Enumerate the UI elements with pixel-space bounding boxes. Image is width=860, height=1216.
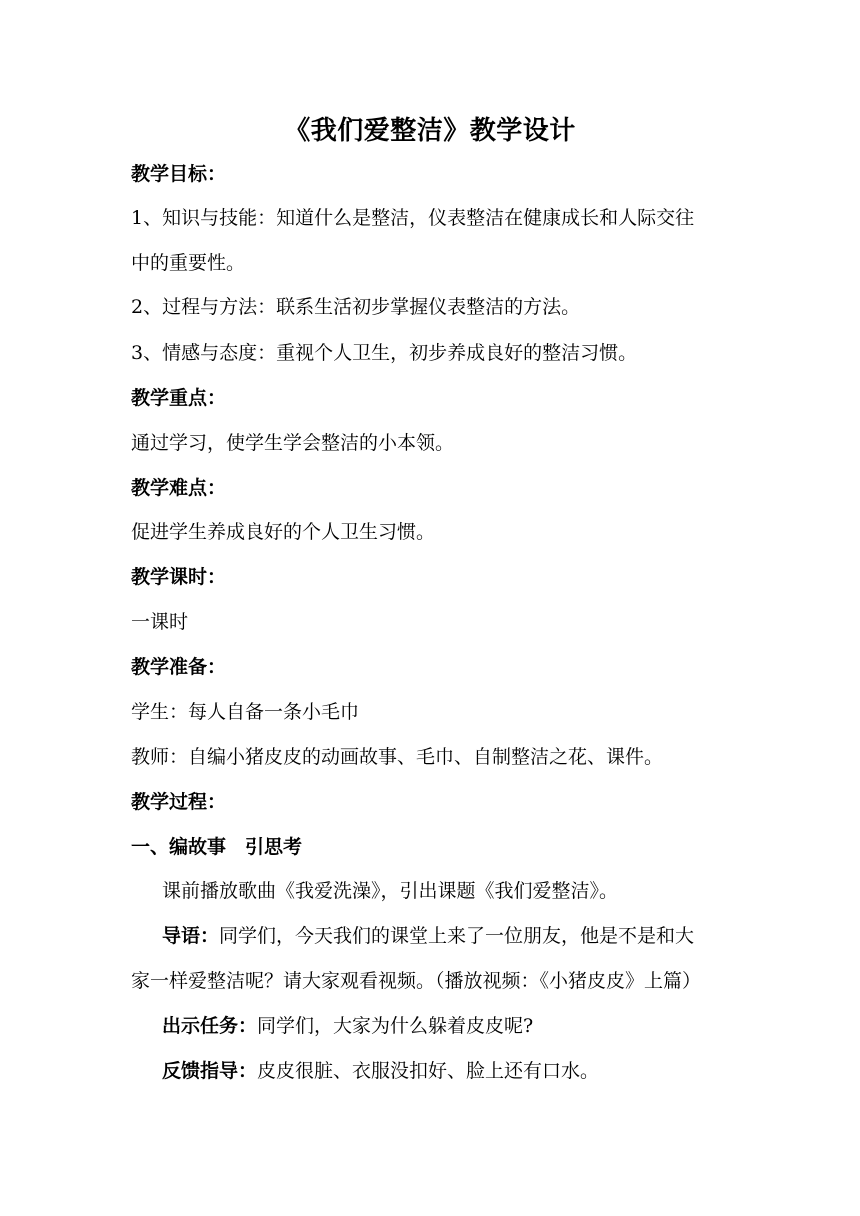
process-heading: 教学过程：	[131, 791, 227, 813]
paragraph-3-lead: 出示任务：	[162, 1015, 258, 1037]
paragraph-2-text: 同学们，今天我们的课堂上来了一位朋友，他是不是和大	[219, 925, 695, 947]
objective-3: 3、情感与态度：重视个人卫生，初步养成良好的整洁习惯。	[131, 342, 638, 364]
hours-heading: 教学课时：	[131, 566, 227, 588]
preparation-students: 学生：每人自备一条小毛巾	[131, 701, 360, 723]
difficulties-heading: 教学难点：	[131, 477, 227, 499]
preparation-heading: 教学准备：	[131, 656, 227, 678]
paragraph-1: 课前播放歌曲《我爱洗澡》，引出课题《我们爱整洁》。	[162, 880, 619, 902]
paragraph-3-text: 同学们，大家为什么躲着皮皮呢?	[257, 1015, 534, 1037]
key-points-text: 通过学习，使学生学会整洁的小本领。	[131, 432, 455, 454]
section-1-heading: 一、编故事 引思考	[131, 836, 303, 858]
paragraph-2-line-2: 家一样爱整洁呢？请大家观看视频。（播放视频：《小猪皮皮》上篇）	[131, 970, 702, 992]
paragraph-4-lead: 反馈指导：	[162, 1060, 258, 1082]
paragraph-3	[162, 1012, 533, 1040]
preparation-teacher: 教师：自编小猪皮皮的动画故事、毛巾、自制整洁之花、课件。	[131, 746, 664, 768]
objective-2: 2、过程与方法：联系生活初步掌握仪表整洁的方法。	[131, 296, 581, 318]
paragraph-4	[162, 1057, 599, 1085]
objective-1-line-1: 1、知识与技能：知道什么是整洁，仪表整洁在健康成长和人际交往	[131, 207, 695, 229]
objectives-heading: 教学目标：	[131, 163, 227, 185]
paragraph-2-line-1	[162, 922, 694, 950]
paragraph-4-text: 皮皮很脏、衣服没扣好、脸上还有口水。	[257, 1060, 600, 1082]
document-title: 《我们爱整洁》教学设计	[284, 116, 576, 146]
difficulties-text: 促进学生养成良好的个人卫生习惯。	[131, 521, 436, 543]
key-points-heading: 教学重点：	[131, 387, 227, 409]
objective-1-line-2: 中的重要性。	[131, 252, 246, 274]
hours-text: 一课时	[131, 611, 189, 633]
paragraph-2-lead: 导语：	[162, 925, 220, 947]
